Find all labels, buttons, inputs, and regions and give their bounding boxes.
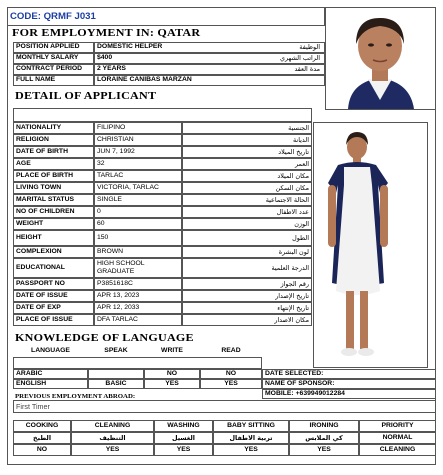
detail-label: PLACE OF ISSUE — [13, 314, 94, 326]
code-label: CODE: QRMF J031 — [7, 7, 325, 26]
skill-cell: YES — [71, 444, 154, 456]
detail-value-text: JUN 7, 1992 — [97, 147, 135, 155]
detail-arabic-label: الدرجة العلمية — [182, 258, 312, 278]
detail-value — [94, 302, 182, 314]
detail-arabic-label: الجنسية — [182, 122, 312, 134]
previous-title: PREVIOUS EMPLOYMENT ABROAD: — [15, 393, 136, 400]
language-header: LANGUAGE — [31, 347, 70, 354]
skill-cell: NO — [13, 444, 71, 456]
detail-value — [94, 290, 182, 302]
name-of-sponsor: NAME OF SPONSOR: — [262, 379, 436, 389]
detail-arabic-label: عدد الاطفال — [182, 206, 312, 218]
skill-cell: PRIORITY — [359, 420, 436, 432]
head-photo — [325, 7, 436, 110]
detail-value-text: P3851618C — [97, 279, 133, 287]
detail-label: PLACE OF BIRTH — [13, 170, 94, 182]
skill-cell: CLEANING — [71, 420, 154, 432]
language-cell: ARABIC — [13, 369, 88, 379]
language-cell: NO — [200, 369, 262, 379]
detail-value — [94, 278, 182, 290]
fullname-value: LORAINE CANIBAS MARZAN — [94, 75, 325, 86]
detail-arabic-label: رقم الجواز — [182, 278, 312, 290]
detail-label: COMPLEXION — [13, 246, 94, 258]
skill-cell: كي الملابس — [289, 432, 359, 444]
detail-arabic-label: لون البشرة — [182, 246, 312, 258]
detail-arabic-label: تاريخ الإصدار — [182, 290, 312, 302]
language-header: READ — [221, 347, 241, 354]
detail-value-text: HIGH SCHOOL — [97, 259, 145, 267]
language-cell: ENGLISH — [13, 379, 88, 389]
language-cell — [88, 369, 144, 379]
language-cell: YES — [144, 379, 200, 389]
skill-cell: NORMAL — [359, 432, 436, 444]
language-cell: BASIC — [88, 379, 144, 389]
contract-value: 2 YEARS — [94, 64, 325, 75]
detail-value-text: SINGLE — [97, 195, 122, 203]
skill-cell: YES — [289, 444, 359, 456]
contract-ar: مدة العقد — [294, 65, 320, 73]
skill-cell: CLEANING — [359, 444, 436, 456]
detail-value-text: APR 12, 2033 — [97, 303, 140, 311]
detail-value-text: VICTORIA, TARLAC — [97, 183, 159, 191]
full-body-image — [314, 123, 427, 367]
detail-value — [94, 206, 182, 218]
detail-label: PASSPORT NO — [13, 278, 94, 290]
detail-value — [94, 314, 182, 326]
detail-value-text: DFA TARLAC — [97, 315, 138, 323]
skill-cell: تربية الاطفال — [213, 432, 289, 444]
language-cell: YES — [200, 379, 262, 389]
portrait-image — [326, 8, 435, 109]
detail-arabic-label: العمر — [182, 158, 312, 170]
detail-value-text: TARLAC — [97, 171, 124, 179]
skill-cell: WASHING — [154, 420, 213, 432]
skill-cell: YES — [154, 444, 213, 456]
skill-cell: التنظيف — [71, 432, 154, 444]
position-ar: الوظيفة — [299, 43, 320, 51]
detail-label: RELIGION — [13, 134, 94, 146]
detail-label: EDUCATIONAL — [13, 258, 94, 278]
detail-label: NO OF CHILDREN — [13, 206, 94, 218]
skill-cell: COOKING — [13, 420, 71, 432]
detail-value — [94, 194, 182, 206]
detail-value-text: 0 — [97, 207, 101, 215]
detail-value — [94, 258, 182, 278]
skill-cell: BABY SITTING — [213, 420, 289, 432]
detail-spacer — [13, 108, 312, 122]
detail-label: DATE OF EXP — [13, 302, 94, 314]
detail-arabic-label: الوزن — [182, 218, 312, 230]
detail-arabic-label: تاريخ الميلاد — [182, 146, 312, 158]
detail-arabic-label: الطول — [182, 230, 312, 246]
detail-value-text-2: GRADUATE — [97, 267, 135, 275]
detail-value — [94, 122, 182, 134]
salary-label: MONTHLY SALARY — [13, 53, 94, 64]
detail-label: MARITAL STATUS — [13, 194, 94, 206]
language-cell: NO — [144, 369, 200, 379]
skill-cell: الغسيل — [154, 432, 213, 444]
previous-value: First Timer — [13, 400, 436, 413]
detail-arabic-label: الديانة — [182, 134, 312, 146]
detail-value-text: APR 13, 2023 — [97, 291, 140, 299]
detail-value — [94, 230, 182, 246]
detail-arabic-label: مكان الاصدار — [182, 314, 312, 326]
detail-title: DETAIL OF APPLICANT — [15, 91, 157, 102]
skill-cell: IRONING — [289, 420, 359, 432]
language-title: KNOWLEDGE OF LANGUAGE — [15, 333, 194, 344]
language-header: SPEAK — [104, 347, 128, 354]
position-value: DOMESTIC HELPER — [94, 42, 325, 53]
detail-label: DATE OF ISSUE — [13, 290, 94, 302]
detail-value-text: FILIPINO — [97, 123, 126, 131]
detail-label: LIVING TOWN — [13, 182, 94, 194]
detail-value — [94, 134, 182, 146]
date-selected: DATE SELECTED: — [262, 369, 436, 379]
detail-value — [94, 146, 182, 158]
mobile: MOBILE: +639949012284 — [262, 389, 436, 399]
salary-ar: الراتب الشهري — [279, 54, 320, 62]
detail-arabic-label: تاريخ الإنتهاء — [182, 302, 312, 314]
detail-value — [94, 170, 182, 182]
detail-value-text: CHRISTIAN — [97, 135, 134, 143]
skill-cell: الطبخ — [13, 432, 71, 444]
language-spacer — [13, 357, 262, 369]
detail-value — [94, 182, 182, 194]
detail-value-text: 60 — [97, 219, 105, 227]
detail-value-text: BROWN — [97, 247, 124, 255]
detail-arabic-label: مكان السكن — [182, 182, 312, 194]
detail-label: AGE — [13, 158, 94, 170]
detail-arabic-label: الحالة الاجتماعية — [182, 194, 312, 206]
detail-label: NATIONALITY — [13, 122, 94, 134]
position-label: POSITION APPLIED — [13, 42, 94, 53]
detail-label: WEIGHT — [13, 218, 94, 230]
contract-label: CONTRACT PERIOD — [13, 64, 94, 75]
detail-value-text: 150 — [97, 233, 109, 241]
detail-arabic-label: مكان الميلاد — [182, 170, 312, 182]
detail-label: DATE OF BIRTH — [13, 146, 94, 158]
detail-value — [94, 218, 182, 230]
full-body-photo — [313, 122, 428, 368]
salary-value: $400 — [94, 53, 325, 64]
detail-label: HEIGHT — [13, 230, 94, 246]
skill-cell: YES — [213, 444, 289, 456]
detail-value — [94, 158, 182, 170]
language-header: WRITE — [161, 347, 183, 354]
fullname-label: FULL NAME — [13, 75, 94, 86]
detail-value-text: 32 — [97, 159, 105, 167]
detail-value — [94, 246, 182, 258]
employment-title: FOR EMPLOYMENT IN: QATAR — [12, 28, 201, 39]
